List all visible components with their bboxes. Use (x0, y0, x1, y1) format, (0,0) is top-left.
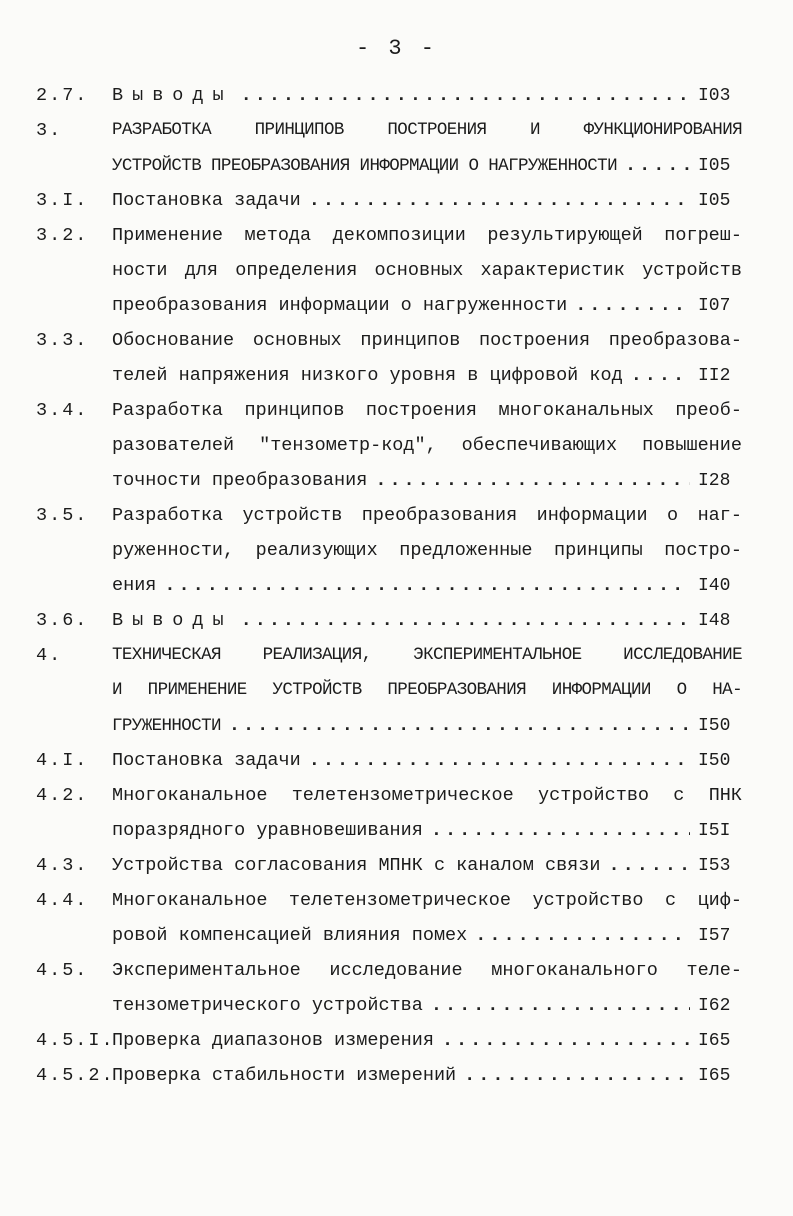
toc-line (36, 603, 742, 638)
section-title: ровой компенсацией влияния помех (112, 925, 468, 946)
section-title: руженности, реализующих предложенные принципы постро- (112, 540, 742, 561)
section-number: 4.5.2. (36, 1065, 115, 1086)
toc-leader-line (112, 78, 742, 114)
toc-line (36, 533, 742, 568)
section-title: ения (112, 575, 157, 596)
toc-line (36, 568, 742, 603)
toc-line (36, 358, 742, 393)
toc-leader-line (112, 603, 742, 639)
toc-line (36, 253, 742, 288)
page-reference: I50 (698, 716, 731, 736)
section-title: ТЕХНИЧЕСКАЯ РЕАЛИЗАЦИЯ, ЭКСПЕРИМЕНТАЛЬНОЕ ИССЛЕДОВАНИЕ (112, 645, 742, 665)
toc-line (36, 148, 742, 183)
toc-line (36, 463, 742, 498)
toc-entry (36, 778, 742, 848)
section-number: 4.5. (36, 960, 89, 981)
toc-leader-line (112, 288, 742, 324)
toc-line (36, 848, 742, 883)
toc-entry (36, 183, 742, 218)
section-title: УСТРОЙСТВ ПРЕОБРАЗОВАНИЯ ИНФОРМАЦИИ О НАГРУЖЕННОСТИ (112, 156, 617, 176)
toc-entry (36, 1023, 742, 1058)
dot-leader (625, 148, 690, 183)
toc-line (36, 988, 742, 1023)
section-number: 3.6. (36, 610, 89, 631)
toc-leader-line (112, 848, 742, 884)
toc-leader-line (112, 743, 742, 779)
toc-entry (36, 848, 742, 883)
dot-leader (164, 568, 690, 603)
toc-line (36, 323, 742, 358)
toc-line (36, 743, 742, 778)
section-title: Разработка принципов построения многоканальных преоб- (112, 400, 742, 421)
section-number: 3. (36, 120, 63, 141)
dot-leader (309, 743, 690, 778)
toc-entry (36, 78, 742, 113)
toc-entry (36, 218, 742, 323)
section-title: РАЗРАБОТКА ПРИНЦИПОВ ПОСТРОЕНИЯ И ФУНКЦИОНИРОВАНИЯ (112, 120, 742, 140)
section-number: 3.3. (36, 330, 89, 351)
section-title: И ПРИМЕНЕНИЕ УСТРОЙСТВ ПРЕОБРАЗОВАНИЯ ИНФОРМАЦИИ О НА- (112, 680, 742, 700)
toc-line (36, 498, 742, 533)
toc-leader-line (112, 918, 742, 954)
toc-entry (36, 638, 742, 743)
page-reference: I48 (698, 611, 731, 631)
section-title: Разработка устройств преобразования информации о наг- (112, 505, 742, 526)
section-title: Применение метода декомпозиции результирующей погреш- (112, 225, 742, 246)
page-reference: I57 (698, 926, 731, 946)
page-reference: I05 (698, 191, 731, 211)
toc-line (36, 953, 742, 988)
page-reference: I05 (698, 156, 731, 176)
dot-leader (464, 1058, 690, 1093)
toc-line (36, 1023, 742, 1058)
dot-leader (229, 708, 690, 743)
toc-line (36, 673, 742, 708)
dot-leader (475, 918, 690, 953)
section-number: 3.I. (36, 190, 89, 211)
toc-line (36, 708, 742, 743)
toc-line (36, 218, 742, 253)
toc-leader-line (112, 568, 742, 604)
toc-line (36, 638, 742, 673)
page-reference: II2 (698, 366, 731, 386)
page-reference: I53 (698, 856, 731, 876)
page-reference: I50 (698, 751, 731, 771)
toc-leader-line (112, 358, 742, 394)
section-number: 2.7. (36, 85, 89, 106)
toc-entry (36, 498, 742, 603)
section-title: Обоснование основных принципов построения преобразова- (112, 330, 742, 351)
toc-entry (36, 883, 742, 953)
section-title: телей напряжения низкого уровня в цифровой код (112, 365, 623, 386)
toc-line (36, 428, 742, 463)
toc-line (36, 1058, 742, 1093)
section-title: Постановка задачи (112, 190, 301, 211)
toc-leader-line (112, 463, 742, 499)
section-title: точности преобразования (112, 470, 368, 491)
section-title: тензометрического устройства (112, 995, 423, 1016)
section-title: Проверка стабильности измерений (112, 1065, 457, 1086)
section-number: 3.2. (36, 225, 89, 246)
dot-leader (431, 988, 690, 1023)
dot-leader (241, 78, 690, 113)
section-title: Проверка диапазонов измерения (112, 1030, 434, 1051)
section-title: Постановка задачи (112, 750, 301, 771)
page-reference: I28 (698, 471, 731, 491)
section-title: Экспериментальное исследование многоканального теле- (112, 960, 742, 981)
dot-leader (431, 813, 690, 848)
toc-entry (36, 323, 742, 393)
toc-line (36, 813, 742, 848)
section-title: Устройства согласования МПНК с каналом связи (112, 855, 601, 876)
toc-line (36, 778, 742, 813)
page-reference: I65 (698, 1031, 731, 1051)
page-reference: I40 (698, 576, 731, 596)
page-number: - 3 - (355, 36, 437, 61)
toc-line (36, 78, 742, 113)
page-reference: I07 (698, 296, 731, 316)
dot-leader (608, 848, 690, 883)
toc-leader-line (112, 148, 742, 184)
dot-leader (241, 603, 690, 638)
section-title: Выводы (112, 610, 233, 631)
toc-leader-line (112, 183, 742, 219)
toc-leader-line (112, 813, 742, 849)
section-number: 3.5. (36, 505, 89, 526)
section-title: разователей "тензометр-код", обеспечивающих повышение (112, 435, 742, 456)
page-reference: I62 (698, 996, 731, 1016)
dot-leader (631, 358, 690, 393)
toc-leader-line (112, 1023, 742, 1059)
section-title: ности для определения основных характеристик устройств (112, 260, 742, 281)
section-title: ГРУЖЕННОСТИ (112, 716, 221, 736)
dot-leader (309, 183, 690, 218)
section-number: 4.5.I. (36, 1030, 115, 1051)
toc-line (36, 883, 742, 918)
section-number: 3.4. (36, 400, 89, 421)
toc-entry (36, 1058, 742, 1093)
section-number: 4.3. (36, 855, 89, 876)
page-reference: I65 (698, 1066, 731, 1086)
page-reference: I03 (698, 86, 731, 106)
toc-line (36, 918, 742, 953)
toc-leader-line (112, 988, 742, 1024)
toc-leader-line (112, 708, 742, 744)
toc-line (36, 393, 742, 428)
section-title: Выводы (112, 85, 233, 106)
page-reference: I5I (698, 821, 731, 841)
toc-entry (36, 603, 742, 638)
section-number: 4.4. (36, 890, 89, 911)
section-title: Многоканальное телетензометрическое устройство с циф- (112, 890, 742, 911)
section-title: Многоканальное телетензометрическое устройство с ПНК (112, 785, 742, 806)
section-title: преобразования информации о нагруженности (112, 295, 568, 316)
section-number: 4.2. (36, 785, 89, 806)
toc-entry (36, 743, 742, 778)
section-number: 4.I. (36, 750, 89, 771)
toc-leader-line (112, 1058, 742, 1094)
toc-line (36, 183, 742, 218)
section-number: 4. (36, 645, 63, 666)
toc-entry (36, 393, 742, 498)
dot-leader (575, 288, 690, 323)
toc-line (36, 288, 742, 323)
toc-entry (36, 953, 742, 1023)
toc-entry (36, 113, 742, 183)
dot-leader (375, 463, 690, 498)
table-of-contents (36, 78, 742, 1093)
section-title: поразрядного уравновешивания (112, 820, 423, 841)
dot-leader (442, 1023, 690, 1058)
toc-line (36, 113, 742, 148)
